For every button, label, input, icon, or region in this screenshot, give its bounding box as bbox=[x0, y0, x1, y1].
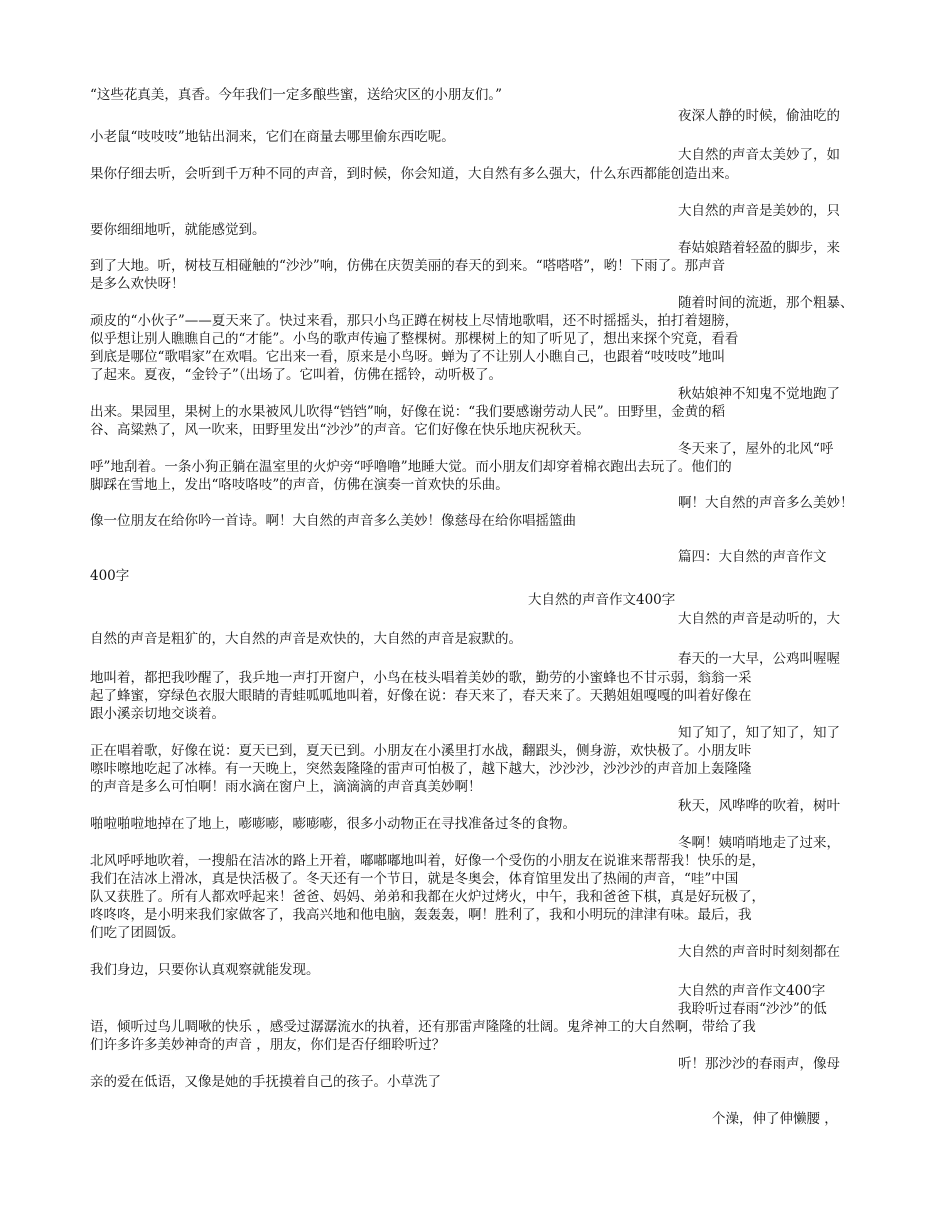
text-line: 起了蜂蜜，穿绿色衣服大眼睛的青蛙呱呱地叫着，好像在说：春天来了，春天来了。天鹅姐姐嘎嘎的叫着好像在 bbox=[90, 688, 752, 704]
text-line: 冬啊！姨哨哨地走了过来， bbox=[678, 835, 840, 851]
text-line: 秋天，风哗哗的吹着，树叶 bbox=[678, 798, 840, 814]
text-line: 咚咚咚，是小明来我们家做客了，我高兴地和他电脑，轰轰轰，啊！胜利了，我和小明玩的津津有味。最后，我 bbox=[90, 907, 752, 923]
text-line: 啊！大自然的声音多么美妙！ bbox=[678, 495, 854, 511]
text-line: 要你细细地听，就能感觉到。 bbox=[90, 222, 266, 238]
text-line: 们许多许多美妙神奇的声音 ，朋友，你们是否仔细聆听过？ bbox=[90, 1037, 446, 1053]
text-line: 春天的一大早，公鸡叫喔喔 bbox=[678, 651, 840, 667]
essay-title: 大自然的声音作文400字 bbox=[678, 983, 826, 999]
text-line: 个澡，伸了伸懒腰 ， bbox=[712, 1111, 838, 1127]
text-line: 我聆听过春雨“沙沙”的低 bbox=[678, 1001, 827, 1017]
essay-title: 大自然的声音作文400字 bbox=[528, 592, 676, 608]
text-line: 呼”地刮着。一条小狗正躺在温室里的火炉旁“呼噜噜”地睡大觉。而小朋友们却穿着棉衣跑出去玩了。他们的 bbox=[90, 459, 732, 475]
text-line: 我们身边，只要你认真观察就能发现。 bbox=[90, 962, 320, 978]
text-line: 听！那沙沙的春雨声，像母 bbox=[678, 1056, 840, 1072]
text-line: 啪啦啪啦地掉在了地上，嘭嘭嘭，嘭嘭嘭，很多小动物正在寻找准备过冬的食物。 bbox=[90, 816, 576, 832]
text-line: 知了知了，知了知了，知了 bbox=[678, 725, 840, 741]
text-line: 北风呼呼地吹着，一搜船在洁冰的路上开着，嘟嘟嘟地叫着，好像一个受伤的小朋友在说谁来帮帮我！快乐的是， bbox=[90, 853, 765, 869]
text-line: 们吃了团圆饭。 bbox=[90, 925, 185, 941]
text-line: 小老鼠“吱吱吱”地钻出洞来，它们在商量去哪里偷东西吃呢。 bbox=[90, 129, 455, 145]
text-line: 亲的爱在低语，又像是她的手抚摸着自己的孩子。小草洗了 bbox=[90, 1074, 441, 1090]
text-line: 果你仔细去听，会听到千万种不同的声音，到时候，你会知道，大自然有多么强大，什么东西都能创造出来。 bbox=[90, 166, 738, 182]
text-line: 随着时间的流逝，那个粗暴、 bbox=[678, 295, 854, 311]
text-line: 大自然的声音时时刻刻都在 bbox=[678, 944, 840, 960]
text-line: 队又获胜了。所有人都欢呼起来！爸爸、妈妈、弟弟和我都在火炉过烤火，中午，我和爸爸下棋，真是好玩极了， bbox=[90, 889, 765, 905]
text-line: 是多么欢快呀！ bbox=[90, 276, 185, 292]
text-line: 大自然的声音太美妙了，如 bbox=[678, 147, 840, 163]
text-line: 跟小溪亲切地交谈着。 bbox=[90, 706, 225, 722]
text-line: 的声音是多么可怕啊！雨水滴在窗户上，滴滴滴的声音真美妙啊！ bbox=[90, 779, 482, 795]
text-line: 春姑娘踏着轻盈的脚步，来 bbox=[678, 240, 840, 256]
text-line: 了起来。夏夜，“金铃子”（出场了。它叫着，仿佛在摇铃，动听极了。 bbox=[90, 367, 503, 383]
text-line: 脚踩在雪地上，发出“咯吱咯吱”的声音，仿佛在演奏一首欢快的乐曲。 bbox=[90, 477, 509, 493]
text-line: 冬天来了，屋外的北风“呼 bbox=[678, 441, 834, 457]
text-line: 我们在洁冰上滑冰，真是快活极了。冬天还有一个节日，就是冬奥会，体育馆里发出了热闹的声音，“哇”中国 bbox=[90, 871, 739, 887]
section-heading: 篇四：大自然的声音作文 bbox=[678, 549, 827, 565]
text-line: 大自然的声音是美妙的，只 bbox=[678, 203, 840, 219]
text-line: 到了大地。听，树枝互相碰触的“沙沙”响，仿佛在庆贺美丽的春天的到来。“嗒嗒嗒”，哟！下雨了。那声音 bbox=[90, 258, 726, 274]
text-line: 大自然的声音是动听的，大 bbox=[678, 611, 840, 627]
text-line: 顽皮的“小伙子”——夏天来了。快过来看，那只小鸟正蹲在树枝上尽情地歌唱，还不时摇摇头，拍打着翅膀， bbox=[90, 313, 739, 329]
text-line: 似乎想让别人瞧瞧自己的“才能”。小鸟的歌声传遍了整棵树。那棵树上的知了听见了，想出来探个究竟，看看 bbox=[90, 331, 739, 347]
text-line: 嚓咔嚓地吃起了冰棒。有一天晚上，突然轰隆隆的雷声可怕极了，越下越大，沙沙沙，沙沙沙的声音加上轰隆隆 bbox=[90, 761, 752, 777]
text-line: 谷、高粱熟了，风一吹来，田野里发出“沙沙”的声音。它们好像在快乐地庆祝秋天。 bbox=[90, 422, 590, 438]
section-heading: 400字 bbox=[90, 568, 130, 584]
text-line: 出来。果园里，果树上的水果被风儿吹得“铛铛”响，好像在说：“我们要感谢劳动人民”。田野里，金黄的稻 bbox=[90, 404, 726, 420]
text-line: 秋姑娘神不知鬼不觉地跑了 bbox=[678, 386, 840, 402]
text-line: 到底是哪位“歌唱家”在欢唱。它出来一看，原来是小鸟呀。蝉为了不让别人小瞧自己，也跟着“吱吱吱”地叫 bbox=[90, 349, 726, 365]
text-line: 像一位朋友在给你吟一首诗。啊！大自然的声音多么美妙！像慈母在给你唱摇篮曲 bbox=[90, 513, 576, 529]
text-line: “这些花真美，真香。今年我们一定多酿些蜜，送给灾区的小朋友们。” bbox=[90, 87, 503, 103]
text-line: 自然的声音是粗犷的，大自然的声音是欢快的，大自然的声音是寂默的。 bbox=[90, 631, 522, 647]
text-line: 语，倾听过鸟儿啁啾的快乐 ，感受过潺潺流水的执着，还有那雷声隆隆的壮阔。鬼斧神工的大自然啊，带给了我 bbox=[90, 1019, 756, 1035]
text-line: 地叫着，都把我吵醒了，我乒地一声打开窗户，小鸟在枝头唱着美妙的歌，勤劳的小蜜蜂也不甘示弱，翁翁一采 bbox=[90, 670, 752, 686]
text-line: 夜深人静的时候，偷油吃的 bbox=[678, 108, 840, 124]
text-line: 正在唱着歌，好像在说：夏天已到，夏天已到。小朋友在小溪里打水战，翻跟头，侧身游，欢快极了。小朋友咔 bbox=[90, 743, 752, 759]
